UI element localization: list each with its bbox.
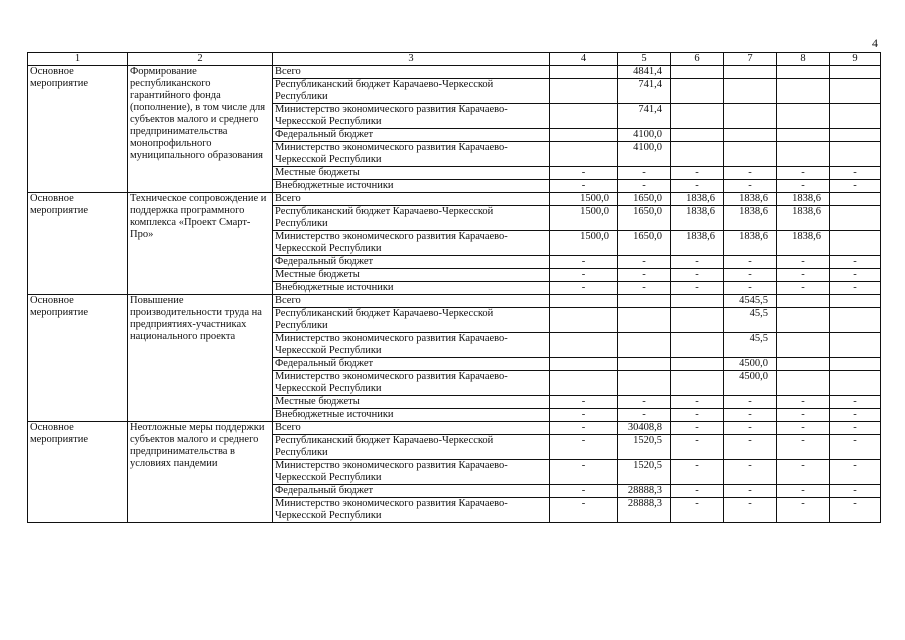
value-cell: - [830, 256, 881, 269]
value-cell: - [550, 282, 618, 295]
value-cell [671, 308, 724, 333]
value-cell [671, 333, 724, 358]
value-cell: 4500,0 [724, 358, 777, 371]
value-cell: - [724, 396, 777, 409]
header-cell: 4 [550, 53, 618, 66]
value-cell: - [550, 485, 618, 498]
value-cell: - [671, 498, 724, 523]
value-cell: - [671, 180, 724, 193]
value-cell: - [777, 282, 830, 295]
value-cell: - [724, 269, 777, 282]
value-cell: - [618, 167, 671, 180]
value-cell [671, 79, 724, 104]
table-row [28, 193, 881, 206]
value-cell [671, 295, 724, 308]
value-cell: 1838,6 [671, 193, 724, 206]
value-cell [830, 66, 881, 79]
value-cell: - [618, 180, 671, 193]
value-cell [830, 142, 881, 167]
value-cell [671, 142, 724, 167]
value-cell [550, 142, 618, 167]
value-cell: - [671, 282, 724, 295]
value-cell [550, 66, 618, 79]
value-cell: - [724, 485, 777, 498]
value-cell: 741,4 [618, 79, 671, 104]
funding-source-cell: Всего [273, 193, 550, 206]
value-cell: 1500,0 [550, 206, 618, 231]
header-cell: 2 [128, 53, 273, 66]
value-cell: - [830, 269, 881, 282]
value-cell: 45,5 [724, 308, 777, 333]
value-cell: - [830, 180, 881, 193]
value-cell: 1650,0 [618, 206, 671, 231]
value-cell: - [550, 435, 618, 460]
funding-source-cell: Федеральный бюджет [273, 256, 550, 269]
value-cell: - [724, 180, 777, 193]
value-cell: - [830, 460, 881, 485]
measure-name-cell: Формирование республиканского гарантийного фонда (пополнение), в том числе для субъектов малого и среднего предпринимательства монопрофильного муниципального образования [128, 66, 273, 193]
value-cell: - [618, 282, 671, 295]
table-row [28, 295, 881, 308]
funding-source-cell: Республиканский бюджет Карачаево-Черкесской Республики [273, 206, 550, 231]
value-cell [777, 308, 830, 333]
value-cell [724, 104, 777, 129]
value-cell: - [550, 409, 618, 422]
value-cell: 1838,6 [777, 193, 830, 206]
value-cell [724, 129, 777, 142]
funding-table [27, 52, 881, 523]
value-cell [830, 371, 881, 396]
funding-source-cell: Министерство экономического развития Карачаево-Черкесской Республики [273, 498, 550, 523]
value-cell [671, 104, 724, 129]
value-cell: - [618, 396, 671, 409]
value-cell: 1650,0 [618, 231, 671, 256]
page-number: 4 [872, 36, 878, 50]
value-cell [777, 104, 830, 129]
value-cell: - [550, 498, 618, 523]
measure-name-cell: Повышение производительности труда на предприятиях-участниках национального проекта [128, 295, 273, 422]
value-cell [830, 358, 881, 371]
funding-source-cell: Внебюджетные источники [273, 180, 550, 193]
value-cell: - [830, 167, 881, 180]
header-cell: 1 [28, 53, 128, 66]
value-cell: - [671, 485, 724, 498]
value-cell: - [550, 396, 618, 409]
value-cell [777, 66, 830, 79]
value-cell [618, 308, 671, 333]
value-cell: - [777, 396, 830, 409]
funding-source-cell: Всего [273, 66, 550, 79]
header-cell: 9 [830, 53, 881, 66]
value-cell: - [671, 409, 724, 422]
value-cell: - [671, 256, 724, 269]
funding-source-cell: Республиканский бюджет Карачаево-Черкесской Республики [273, 308, 550, 333]
value-cell [671, 358, 724, 371]
funding-source-cell: Республиканский бюджет Карачаево-Черкесской Республики [273, 79, 550, 104]
value-cell: - [777, 167, 830, 180]
value-cell [777, 371, 830, 396]
value-cell: 741,4 [618, 104, 671, 129]
value-cell [777, 333, 830, 358]
value-cell [777, 79, 830, 104]
value-cell [550, 308, 618, 333]
value-cell: - [830, 498, 881, 523]
value-cell [830, 308, 881, 333]
value-cell [830, 333, 881, 358]
value-cell: - [671, 435, 724, 460]
value-cell: - [777, 180, 830, 193]
value-cell: 1520,5 [618, 435, 671, 460]
value-cell [550, 79, 618, 104]
value-cell: - [550, 256, 618, 269]
value-cell [830, 129, 881, 142]
value-cell: 1838,6 [724, 206, 777, 231]
value-cell: - [618, 256, 671, 269]
measure-type-cell: Основное мероприятие [28, 193, 128, 295]
value-cell: - [830, 422, 881, 435]
funding-source-cell: Министерство экономического развития Карачаево-Черкесской Республики [273, 371, 550, 396]
header-cell: 7 [724, 53, 777, 66]
value-cell: - [724, 460, 777, 485]
value-cell: 28888,3 [618, 485, 671, 498]
value-cell: 45,5 [724, 333, 777, 358]
value-cell [671, 129, 724, 142]
value-cell: 1838,6 [724, 193, 777, 206]
value-cell [777, 358, 830, 371]
header-cell: 6 [671, 53, 724, 66]
value-cell: - [724, 409, 777, 422]
value-cell: - [830, 282, 881, 295]
value-cell [550, 333, 618, 358]
value-cell [830, 295, 881, 308]
value-cell: - [550, 180, 618, 193]
value-cell: 1500,0 [550, 231, 618, 256]
value-cell [550, 129, 618, 142]
measure-type-cell: Основное мероприятие [28, 66, 128, 193]
value-cell: 4545,5 [724, 295, 777, 308]
value-cell [777, 129, 830, 142]
value-cell: - [777, 435, 830, 460]
value-cell [550, 358, 618, 371]
value-cell: 1650,0 [618, 193, 671, 206]
funding-source-cell: Всего [273, 295, 550, 308]
value-cell [830, 231, 881, 256]
funding-source-cell: Всего [273, 422, 550, 435]
value-cell: 30408,8 [618, 422, 671, 435]
funding-source-cell: Федеральный бюджет [273, 485, 550, 498]
funding-source-cell: Министерство экономического развития Карачаево-Черкесской Республики [273, 460, 550, 485]
value-cell [618, 295, 671, 308]
value-cell: - [830, 435, 881, 460]
header-cell: 3 [273, 53, 550, 66]
funding-source-cell: Министерство экономического развития Карачаево-Черкесской Республики [273, 142, 550, 167]
value-cell: - [671, 269, 724, 282]
value-cell [777, 295, 830, 308]
value-cell: - [550, 422, 618, 435]
funding-source-cell: Федеральный бюджет [273, 129, 550, 142]
value-cell [671, 371, 724, 396]
measure-name-cell: Техническое сопровождение и поддержка программного комплекса «Проект Смарт-Про» [128, 193, 273, 295]
value-cell: - [724, 256, 777, 269]
value-cell: - [777, 422, 830, 435]
value-cell [830, 206, 881, 231]
value-cell: - [724, 282, 777, 295]
measure-type-cell: Основное мероприятие [28, 295, 128, 422]
value-cell: - [724, 167, 777, 180]
value-cell [724, 79, 777, 104]
value-cell: 1520,5 [618, 460, 671, 485]
value-cell [830, 79, 881, 104]
header-cell: 8 [777, 53, 830, 66]
measure-type-cell: Основное мероприятие [28, 422, 128, 523]
value-cell: 4500,0 [724, 371, 777, 396]
value-cell: - [777, 256, 830, 269]
value-cell: - [618, 409, 671, 422]
value-cell [671, 66, 724, 79]
value-cell: 1838,6 [724, 231, 777, 256]
value-cell: - [777, 498, 830, 523]
value-cell: 1838,6 [777, 231, 830, 256]
funding-source-cell: Республиканский бюджет Карачаево-Черкесской Республики [273, 435, 550, 460]
value-cell: - [550, 269, 618, 282]
header-row [28, 53, 881, 66]
value-cell [550, 371, 618, 396]
value-cell: - [671, 396, 724, 409]
value-cell: - [777, 460, 830, 485]
value-cell: 4100,0 [618, 142, 671, 167]
value-cell: 1838,6 [777, 206, 830, 231]
value-cell: - [671, 167, 724, 180]
funding-source-cell: Министерство экономического развития Карачаево-Черкесской Республики [273, 104, 550, 129]
value-cell [550, 104, 618, 129]
value-cell: - [777, 269, 830, 282]
value-cell: 1838,6 [671, 231, 724, 256]
value-cell: - [830, 396, 881, 409]
value-cell: - [618, 269, 671, 282]
value-cell: 1838,6 [671, 206, 724, 231]
value-cell [830, 104, 881, 129]
value-cell: 28888,3 [618, 498, 671, 523]
value-cell [618, 333, 671, 358]
table-row [28, 422, 881, 435]
header-cell: 5 [618, 53, 671, 66]
value-cell [618, 358, 671, 371]
funding-source-cell: Внебюджетные источники [273, 282, 550, 295]
value-cell: - [830, 485, 881, 498]
value-cell: - [550, 460, 618, 485]
funding-source-cell: Местные бюджеты [273, 167, 550, 180]
funding-source-cell: Местные бюджеты [273, 269, 550, 282]
value-cell: - [724, 498, 777, 523]
value-cell [618, 371, 671, 396]
value-cell [724, 142, 777, 167]
value-cell: 4100,0 [618, 129, 671, 142]
value-cell: - [830, 409, 881, 422]
value-cell [550, 295, 618, 308]
funding-source-cell: Министерство экономического развития Карачаево-Черкесской Республики [273, 231, 550, 256]
value-cell: - [550, 167, 618, 180]
value-cell: - [671, 422, 724, 435]
value-cell: - [777, 409, 830, 422]
funding-source-cell: Местные бюджеты [273, 396, 550, 409]
value-cell: - [724, 422, 777, 435]
value-cell [777, 142, 830, 167]
funding-source-cell: Внебюджетные источники [273, 409, 550, 422]
value-cell [724, 66, 777, 79]
value-cell [830, 193, 881, 206]
value-cell: - [777, 485, 830, 498]
value-cell: 4841,4 [618, 66, 671, 79]
funding-source-cell: Министерство экономического развития Карачаево-Черкесской Республики [273, 333, 550, 358]
funding-source-cell: Федеральный бюджет [273, 358, 550, 371]
measure-name-cell: Неотложные меры поддержки субъектов малого и среднего предпринимательства в условиях пандемии [128, 422, 273, 523]
value-cell: - [671, 460, 724, 485]
value-cell: 1500,0 [550, 193, 618, 206]
value-cell: - [724, 435, 777, 460]
table-row [28, 66, 881, 79]
